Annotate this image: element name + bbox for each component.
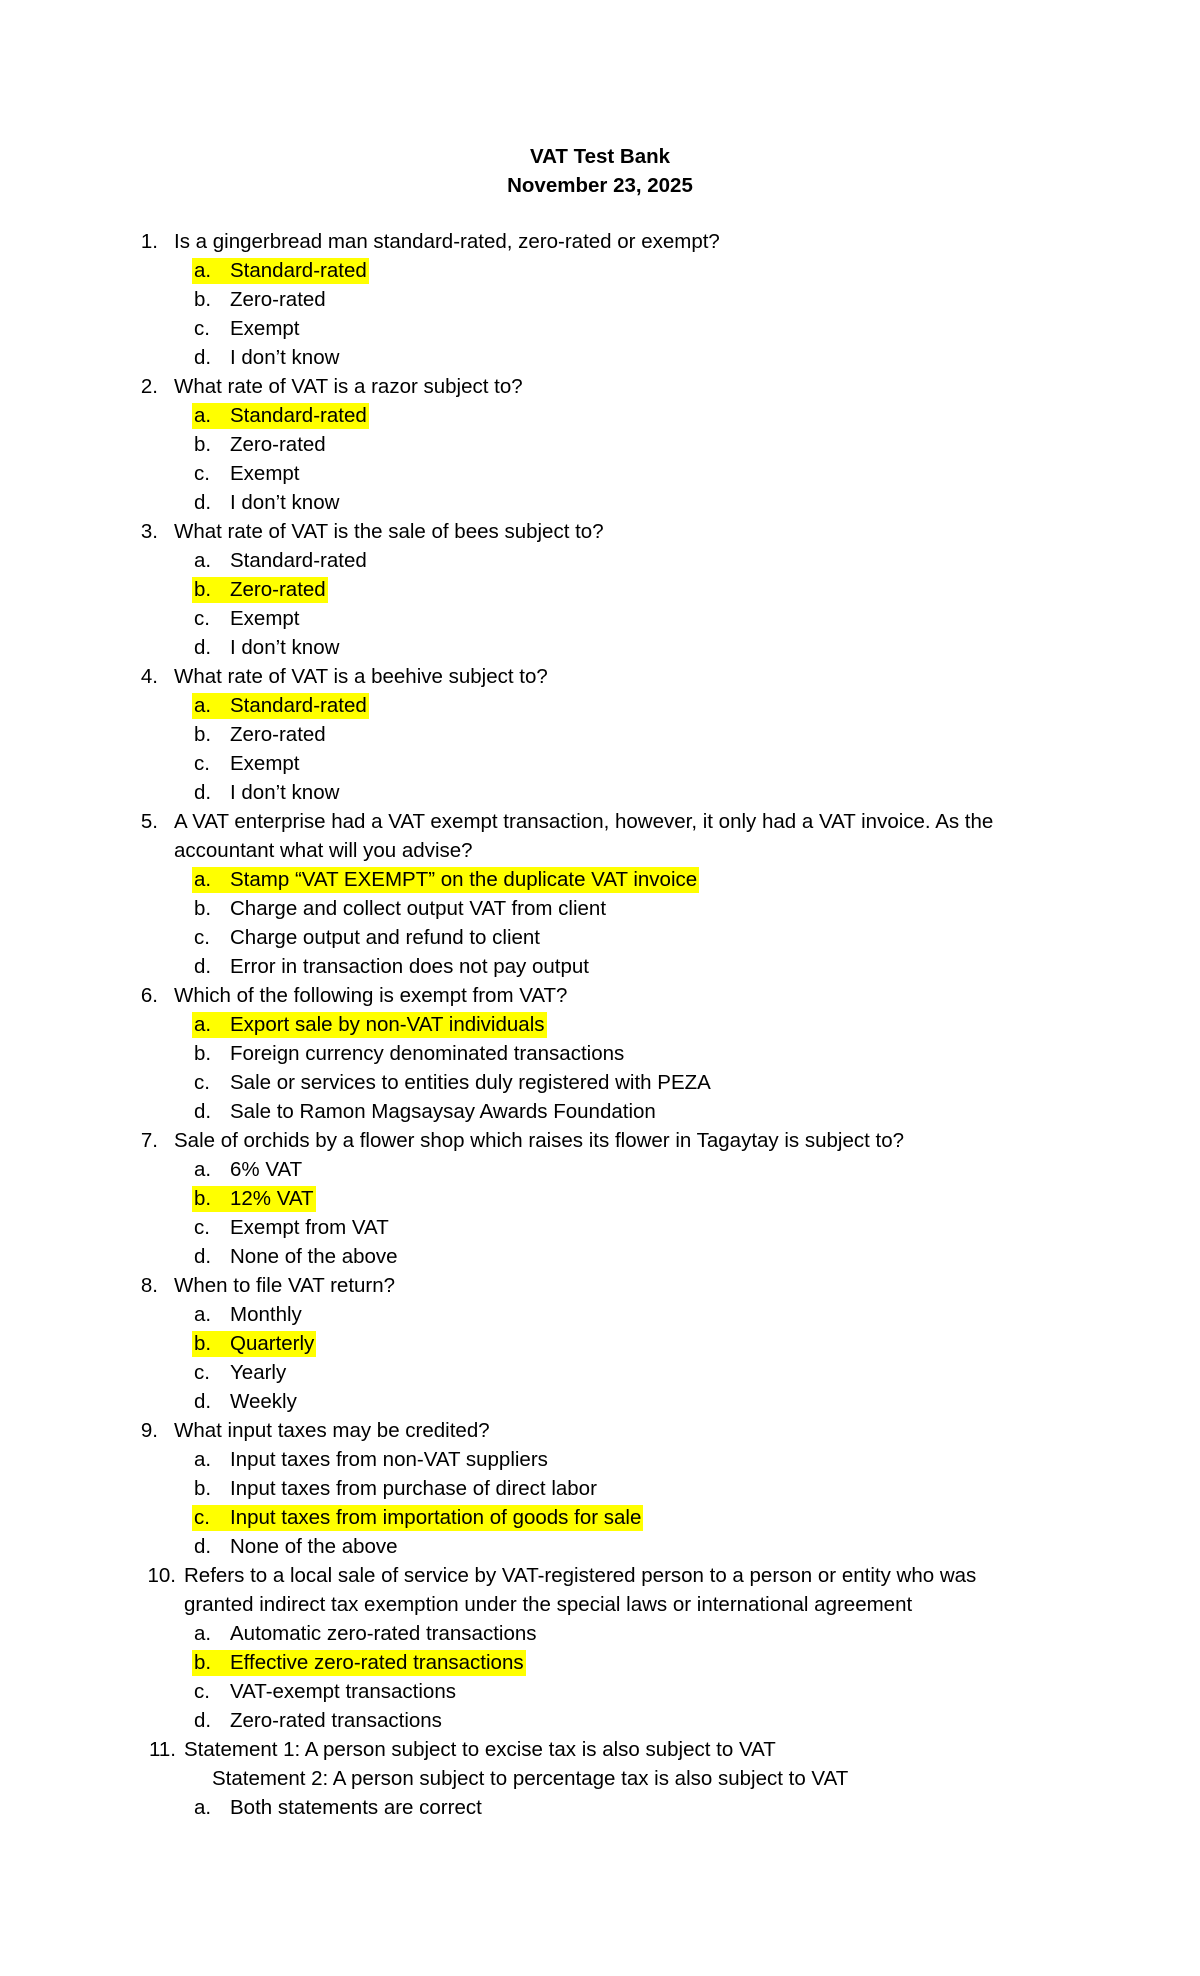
answer-option: [0, 1242, 1200, 1271]
option-letter: a.: [194, 868, 212, 891]
option-letter: a.: [194, 694, 212, 717]
answer-option: [0, 749, 1200, 778]
question-text: accountant what will you advise?: [174, 839, 473, 862]
option-text: I don’t know: [230, 781, 340, 804]
question-text: Statement 1: A person subject to excise tax is also subject to VAT: [184, 1738, 776, 1761]
option-text: Exempt: [230, 607, 300, 630]
question-line: [0, 1590, 1200, 1619]
option-letter: b.: [194, 1651, 212, 1674]
answer-option: [0, 256, 1200, 285]
answer-option: [0, 1445, 1200, 1474]
option-text: Yearly: [230, 1361, 287, 1384]
question-line: [0, 1271, 1200, 1300]
answer-option: [0, 1155, 1200, 1184]
option-letter: b.: [194, 288, 212, 311]
question-text: What input taxes may be credited?: [174, 1419, 490, 1442]
option-text: Standard-rated: [230, 259, 367, 282]
answer-option: [0, 1068, 1200, 1097]
question-list: [0, 227, 1200, 1822]
option-letter: a.: [194, 1303, 212, 1326]
question-number: 9.: [140, 1419, 158, 1442]
answer-option: [0, 1793, 1200, 1822]
answer-option: [0, 1184, 1200, 1213]
option-letter: c.: [194, 1361, 210, 1384]
question-text: Sale of orchids by a flower shop which raises its flower in Tagaytay is subject to?: [174, 1129, 905, 1152]
question-6: [0, 981, 1200, 1126]
answer-option: [0, 1648, 1200, 1677]
document-title: VAT Test Bank: [529, 145, 671, 168]
option-text: Quarterly: [230, 1332, 315, 1355]
option-text: Standard-rated: [230, 404, 367, 427]
option-letter: a.: [194, 1448, 212, 1471]
answer-option: [0, 1329, 1200, 1358]
option-text: Foreign currency denominated transactions: [230, 1042, 625, 1065]
option-text: Input taxes from purchase of direct labor: [230, 1477, 597, 1500]
option-letter: b.: [194, 578, 212, 601]
answer-option: [0, 546, 1200, 575]
option-text: Standard-rated: [230, 549, 367, 572]
question-number: 8.: [140, 1274, 158, 1297]
option-text: VAT-exempt transactions: [230, 1680, 456, 1703]
answer-option: [0, 1619, 1200, 1648]
question-8: [0, 1271, 1200, 1416]
question-number: 2.: [140, 375, 158, 398]
question-text: granted indirect tax exemption under the special laws or international agreement: [184, 1593, 913, 1616]
question-number: 4.: [140, 665, 158, 688]
answer-option: [0, 894, 1200, 923]
option-letter: c.: [194, 1071, 210, 1094]
option-letter: c.: [194, 752, 210, 775]
option-letter: b.: [194, 1477, 212, 1500]
option-letter: b.: [194, 1332, 212, 1355]
question-7: [0, 1126, 1200, 1271]
option-text: Weekly: [230, 1390, 297, 1413]
option-letter: b.: [194, 433, 212, 456]
question-line: [0, 981, 1200, 1010]
answer-option: [0, 575, 1200, 604]
question-10: [0, 1561, 1200, 1735]
question-9: [0, 1416, 1200, 1561]
answer-option: [0, 285, 1200, 314]
option-text: Monthly: [230, 1303, 302, 1326]
question-line: [0, 1735, 1200, 1764]
answer-option: [0, 865, 1200, 894]
answer-option: [0, 430, 1200, 459]
option-text: Charge and collect output VAT from client: [230, 897, 607, 920]
question-line: [0, 1561, 1200, 1590]
option-letter: a.: [194, 1622, 212, 1645]
option-letter: a.: [194, 1013, 212, 1036]
option-letter: c.: [194, 1506, 210, 1529]
option-text: I don’t know: [230, 491, 340, 514]
option-letter: b.: [194, 723, 212, 746]
option-letter: d.: [194, 1100, 212, 1123]
option-letter: a.: [194, 404, 212, 427]
question-line: [0, 1416, 1200, 1445]
answer-option: [0, 720, 1200, 749]
question-text: When to file VAT return?: [174, 1274, 396, 1297]
option-text: Exempt: [230, 752, 300, 775]
question-line: [0, 662, 1200, 691]
question-number: 1.: [140, 230, 158, 253]
question-line: [0, 836, 1200, 865]
answer-option: [0, 401, 1200, 430]
option-text: Exempt from VAT: [230, 1216, 389, 1239]
answer-option: [0, 1010, 1200, 1039]
option-text: Sale or services to entities duly registered with PEZA: [230, 1071, 711, 1094]
option-text: Zero-rated: [230, 433, 326, 456]
option-letter: c.: [194, 1680, 210, 1703]
option-letter: c.: [194, 607, 210, 630]
option-text: Charge output and refund to client: [230, 926, 540, 949]
option-text: 6% VAT: [230, 1158, 303, 1181]
option-letter: c.: [194, 462, 210, 485]
option-text: Zero-rated: [230, 288, 326, 311]
option-letter: b.: [194, 1042, 212, 1065]
option-letter: c.: [194, 317, 210, 340]
question-text: What rate of VAT is a beehive subject to?: [174, 665, 548, 688]
question-text: What rate of VAT is the sale of bees subject to?: [174, 520, 604, 543]
question-number: 7.: [140, 1129, 158, 1152]
question-text: Which of the following is exempt from VAT?: [174, 984, 568, 1007]
answer-option: [0, 923, 1200, 952]
option-letter: d.: [194, 1709, 212, 1732]
option-letter: d.: [194, 1535, 212, 1558]
answer-option: [0, 488, 1200, 517]
question-11: [0, 1735, 1200, 1822]
option-text: Export sale by non-VAT individuals: [230, 1013, 545, 1036]
answer-option: [0, 778, 1200, 807]
question-line: [0, 372, 1200, 401]
option-letter: b.: [194, 897, 212, 920]
option-text: Zero-rated transactions: [230, 1709, 442, 1732]
option-letter: d.: [194, 1245, 212, 1268]
option-letter: a.: [194, 1796, 212, 1819]
option-letter: d.: [194, 346, 212, 369]
option-letter: b.: [194, 1187, 212, 1210]
option-letter: d.: [194, 491, 212, 514]
question-number: 10.: [147, 1564, 176, 1587]
option-text: Zero-rated: [230, 723, 326, 746]
answer-option: [0, 952, 1200, 981]
option-text: Exempt: [230, 462, 300, 485]
question-5: [0, 807, 1200, 981]
option-text: Standard-rated: [230, 694, 367, 717]
title-block: [0, 142, 1200, 200]
option-text: None of the above: [230, 1535, 398, 1558]
question-line: [0, 1764, 1200, 1793]
option-letter: a.: [194, 1158, 212, 1181]
answer-option: [0, 1097, 1200, 1126]
option-letter: d.: [194, 1390, 212, 1413]
answer-option: [0, 1677, 1200, 1706]
question-text: Is a gingerbread man standard-rated, zero-rated or exempt?: [174, 230, 720, 253]
question-line: [0, 1126, 1200, 1155]
option-text: Both statements are correct: [230, 1796, 482, 1819]
question-text: Statement 2: A person subject to percentage tax is also subject to VAT: [212, 1767, 849, 1790]
question-2: [0, 372, 1200, 517]
question-line: [0, 227, 1200, 256]
question-line: [0, 807, 1200, 836]
option-text: Automatic zero-rated transactions: [230, 1622, 537, 1645]
answer-option: [0, 1387, 1200, 1416]
answer-option: [0, 604, 1200, 633]
answer-option: [0, 314, 1200, 343]
answer-option: [0, 1300, 1200, 1329]
answer-option: [0, 633, 1200, 662]
option-letter: d.: [194, 955, 212, 978]
answer-option: [0, 1358, 1200, 1387]
question-text: What rate of VAT is a razor subject to?: [174, 375, 523, 398]
option-text: Input taxes from non-VAT suppliers: [230, 1448, 548, 1471]
answer-option: [0, 1039, 1200, 1068]
answer-option: [0, 1474, 1200, 1503]
question-text: A VAT enterprise had a VAT exempt transaction, however, it only had a VAT invoice. As the: [174, 810, 994, 833]
question-4: [0, 662, 1200, 807]
option-text: None of the above: [230, 1245, 398, 1268]
answer-option: [0, 343, 1200, 372]
option-text: Stamp “VAT EXEMPT” on the duplicate VAT invoice: [230, 868, 698, 891]
option-letter: c.: [194, 1216, 210, 1239]
document-date: November 23, 2025: [507, 174, 693, 197]
option-text: Input taxes from importation of goods for sale: [230, 1506, 642, 1529]
option-letter: d.: [194, 781, 212, 804]
answer-option: [0, 1213, 1200, 1242]
option-text: Effective zero-rated transactions: [230, 1651, 524, 1674]
answer-option: [0, 1532, 1200, 1561]
question-line: [0, 517, 1200, 546]
option-text: Exempt: [230, 317, 300, 340]
option-letter: d.: [194, 636, 212, 659]
question-number: 6.: [140, 984, 158, 1007]
option-text: 12% VAT: [230, 1187, 314, 1210]
question-number: 5.: [140, 810, 158, 833]
answer-option: [0, 1503, 1200, 1532]
option-letter: c.: [194, 926, 210, 949]
option-letter: a.: [194, 259, 212, 282]
answer-option: [0, 459, 1200, 488]
option-text: Sale to Ramon Magsaysay Awards Foundation: [230, 1100, 656, 1123]
answer-option: [0, 691, 1200, 720]
question-number: 3.: [140, 520, 158, 543]
question-3: [0, 517, 1200, 662]
option-letter: a.: [194, 549, 212, 572]
option-text: Error in transaction does not pay output: [230, 955, 589, 978]
option-text: I don’t know: [230, 636, 340, 659]
question-text: Refers to a local sale of service by VAT-registered person to a person or entity who was: [184, 1564, 977, 1587]
question-1: [0, 227, 1200, 372]
question-number: 11.: [149, 1738, 176, 1761]
option-text: I don’t know: [230, 346, 340, 369]
option-text: Zero-rated: [230, 578, 326, 601]
answer-option: [0, 1706, 1200, 1735]
